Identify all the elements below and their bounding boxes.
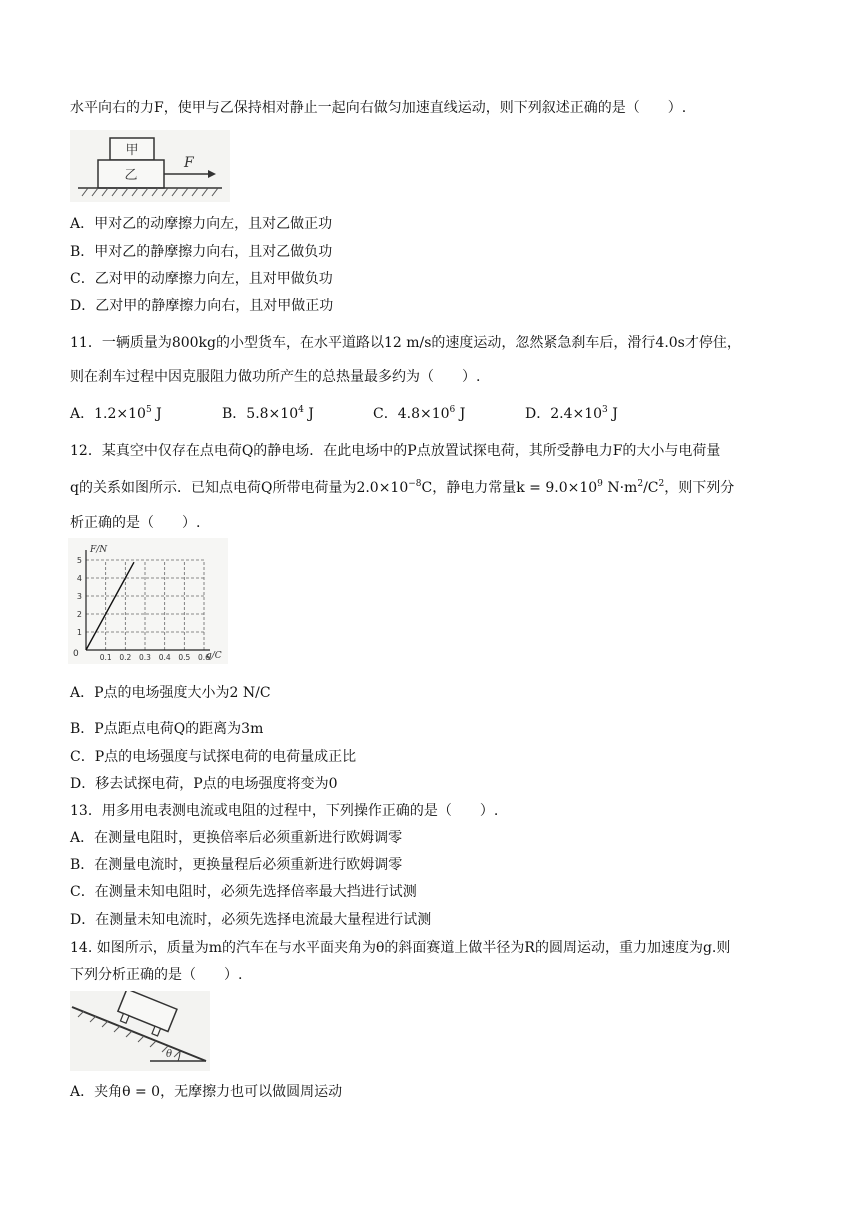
q11-option-b: B．$5.8\times 10^4$ J xyxy=(222,405,314,422)
q13-option-a: A．在测量电阻时，更换倍率后必须重新进行欧姆调零 xyxy=(70,830,403,846)
q10-stem: 水平向右的力F，使甲与乙保持相对静止一起向右做匀加速直线运动，则下列叙述正确的是（ ）. xyxy=(70,100,687,116)
chart-xtick-5: 0.6 xyxy=(198,653,210,662)
q12-option-a: A．P点的电场强度大小为2 N/C xyxy=(70,685,271,701)
q14-option-a: A．夹角θ = 0，无摩擦力也可以做圆周运动 xyxy=(70,1084,343,1100)
q11-stem-2: 则在刹车过程中因克服阻力做功所产生的总热量最多约为（ ）. xyxy=(70,369,481,385)
chart-ytick-4: 5 xyxy=(76,556,82,565)
q11-stem-1: 11．一辆质量为800kg的小型货车，在水平道路以12 m/s的速度运动，忽然紧急刹车后，滑行4.0s才停住， xyxy=(70,335,741,351)
q10-option-b: B．甲对乙的静摩擦力向右，且对乙做负功 xyxy=(70,244,333,260)
force-label: F xyxy=(184,155,194,171)
chart-xtick-0: 0.1 xyxy=(99,653,112,662)
q11-option-c: C．$4.8\times 10^6$ J xyxy=(373,405,466,422)
chart-xtick-3: 0.4 xyxy=(158,653,171,662)
q12-option-c: C．P点的电场强度与试探电荷的电荷量成正比 xyxy=(70,749,357,765)
q12-option-d: D．移去试探电荷，P点的电场强度将变为0 xyxy=(70,776,338,792)
q13-stem: 13．用多用电表测电流或电阻的过程中，下列操作正确的是（ ）. xyxy=(70,803,499,819)
q13-option-c: C．在测量未知电阻时，必须先选择倍率最大挡进行试测 xyxy=(70,884,417,900)
q10-option-a: A．甲对乙的动摩擦力向左，且对乙做正功 xyxy=(70,216,333,232)
chart-xtick-1: 0.2 xyxy=(119,653,132,662)
chart-xtick-4: 0.5 xyxy=(178,653,191,662)
q10-option-c: C．乙对甲的动摩擦力向左，且对甲做负功 xyxy=(70,271,333,287)
chart-origin-label: 0 xyxy=(73,649,79,659)
chart-ytick-3: 4 xyxy=(76,574,82,583)
q10-figure xyxy=(70,130,230,202)
chart-xtick-2: 0.3 xyxy=(139,653,151,662)
q13-option-b: B．在测量电流时，更换量程后必须重新进行欧姆调零 xyxy=(70,857,403,873)
q12-option-b: B．P点距点电荷Q的距离为3m xyxy=(70,721,264,737)
block-yi-label: 乙 xyxy=(124,168,138,183)
q14-stem-1: 14. 如图所示，质量为m的汽车在与水平面夹角为θ的斜面赛道上做半径为R的圆周运动，重力加速度为g.则 xyxy=(70,940,731,956)
chart-ytick-0: 1 xyxy=(76,628,82,637)
q14-stem-2: 下列分析正确的是（ ）. xyxy=(70,967,243,983)
angle-label: θ xyxy=(166,1049,173,1060)
q14-incline-figure xyxy=(70,991,210,1071)
chart-ytick-1: 2 xyxy=(76,610,82,619)
chart-ytick-2: 3 xyxy=(76,592,82,601)
chart-xlabel: q/C xyxy=(206,651,222,661)
chart-ylabel: F/N xyxy=(90,545,108,555)
q12-stem-1: 12．某真空中仅存在点电荷Q的静电场．在此电场中的P点放置试探电荷，其所受静电力F的大小与电荷量 xyxy=(70,443,721,459)
q11-option-a: A．$1.2\times 10^5$ J xyxy=(70,405,162,422)
q13-option-d: D．在测量未知电流时，必须先选择电流最大量程进行试测 xyxy=(70,912,432,928)
block-jia-label: 甲 xyxy=(125,143,139,158)
q12-stem-3: 析正确的是（ ）. xyxy=(70,515,201,531)
q11-option-d: D．$2.4\times 10^3$ J xyxy=(525,405,618,422)
q12-fq-chart xyxy=(68,538,228,664)
q10-option-d: D．乙对甲的静摩擦力向右，且对甲做正功 xyxy=(70,298,334,314)
q12-stem-2: q的关系如图所示．已知点电荷Q所带电荷量为$2.0\times 10^{-8}C$，静电力常量$k = 9.0\times 10^9$ $N\cdot m^2/C^2$，则下列分 xyxy=(70,479,735,496)
